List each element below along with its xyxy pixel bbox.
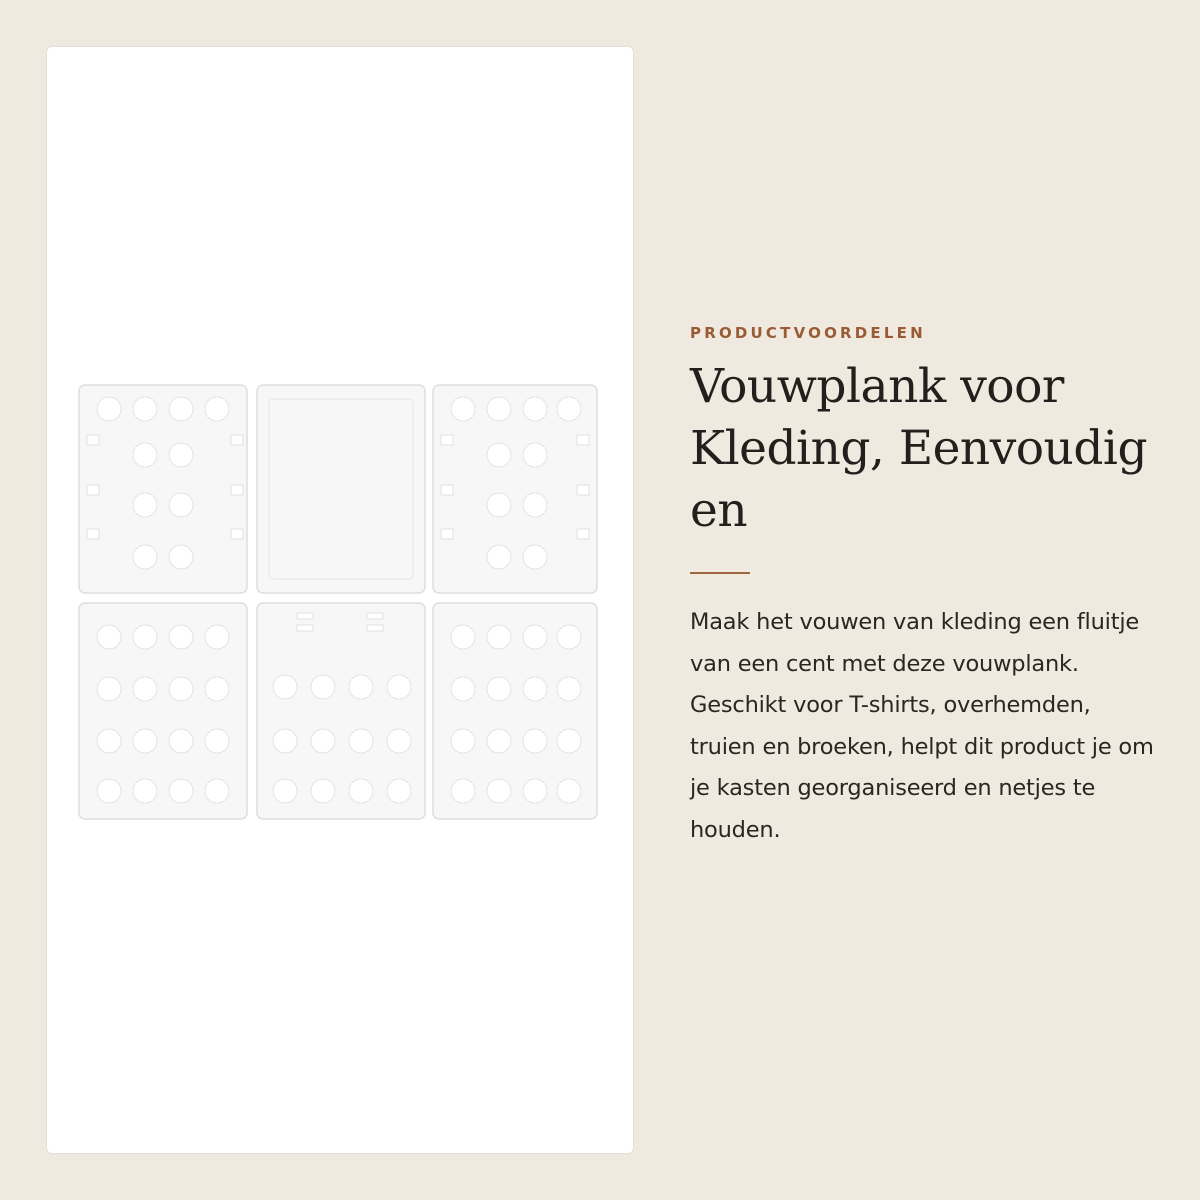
section-eyebrow: PRODUCTVOORDELEN <box>690 324 926 342</box>
accent-divider <box>690 572 750 574</box>
board-panel-top-center <box>257 385 425 593</box>
product-description: Maak het vouwen van kleding een fluitje van een cent met deze vouwplank. Geschikt voor T-shirts, overhemden, truien en broeken, helpt dit product je om je kasten georganiseerd en netjes te houden. <box>690 609 1154 843</box>
product-benefits-section <box>690 324 1160 851</box>
folding-board-image <box>47 47 634 1154</box>
product-image-card <box>46 46 634 1154</box>
product-title: Vouwplank voor Kleding, Eenvoudig en <box>690 359 1148 538</box>
